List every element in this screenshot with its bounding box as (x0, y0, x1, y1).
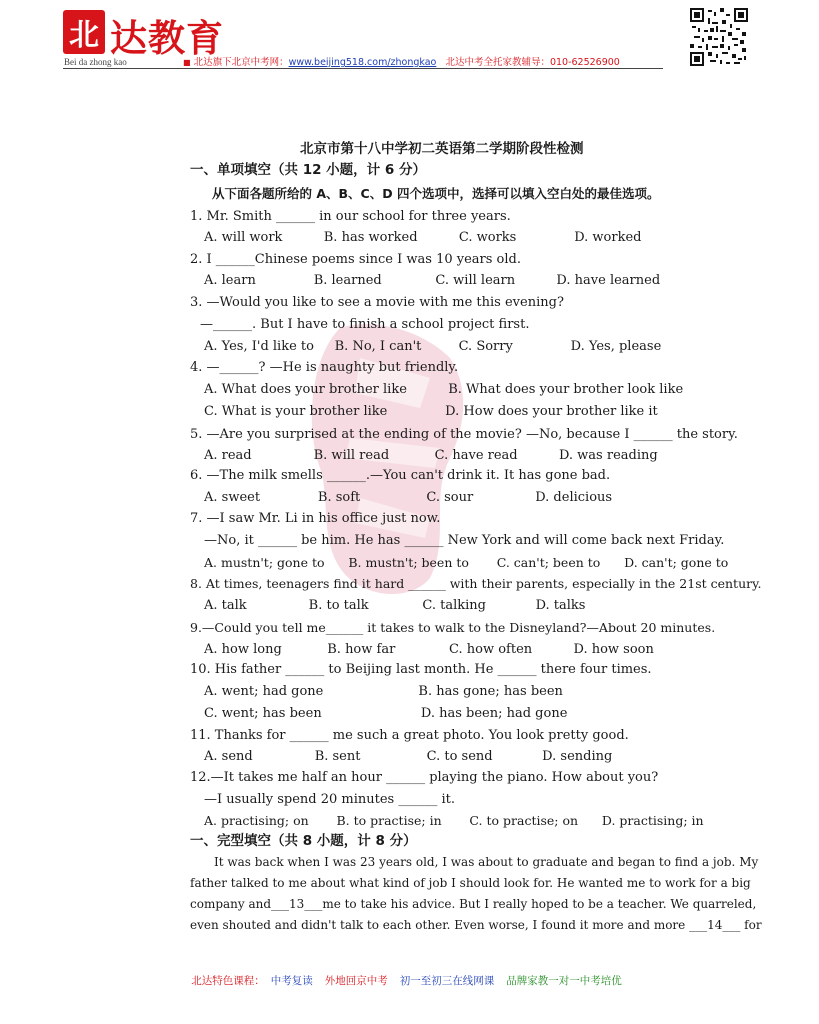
question-1: 1. Mr. Smith ______ in our school for three years. (190, 209, 511, 224)
options-12: A. practising; on B. to practise; in C. to practise; on D. practising; in (204, 813, 704, 828)
footer-course-1[interactable]: 中考复读 (270, 975, 313, 987)
passage-line: It was back when I was 23 years old, I was about to graduate and began to find a job. My (214, 855, 759, 869)
page-footer (0, 973, 819, 988)
options-11: A. send B. sent C. to send D. sending (204, 749, 613, 764)
section-heading-2: 一、完型填空（共 8 小题，计 8 分） (190, 833, 417, 849)
options-4b: C. What is your brother like D. How does your brother like it (204, 404, 658, 419)
question-10: 10. His father ______ to Beijing last month. He ______ there four times. (190, 662, 652, 677)
options-5: A. read B. will read C. have read D. was reading (204, 448, 658, 463)
logo-mark: 北 (63, 10, 105, 54)
options-7: A. mustn't; gone to B. mustn't; been to C. can't; been to D. can't; gone to (204, 555, 729, 570)
site-link[interactable]: www.beijing518.com/zhongkao (288, 57, 437, 68)
question-6: 6. —The milk smells ______.—You can't drink it. It has gone bad. (190, 468, 611, 483)
question-7-reply: —No, it ______ be him. He has ______ New York and will come back next Friday. (204, 533, 725, 548)
question-9: 9.—Could you tell me______ it takes to walk to the Disneyland?—About 20 minutes. (190, 620, 716, 635)
question-12-reply: —I usually spend 20 minutes ______ it. (204, 792, 456, 807)
logo-subtitle: Bei da zhong kao (64, 57, 127, 67)
passage-line: even shouted and didn't talk to each other. Even worse, I found it more and more ___14___ for (190, 918, 762, 932)
options-8: A. talk B. to talk C. talking D. talks (204, 598, 586, 613)
logo-text: 达教育 (110, 17, 224, 60)
passage-line: company and___13___me to take his advice. But I really hoped to be a teacher. We quarreled, (190, 897, 757, 911)
footer-course-4[interactable]: 品牌家教一对一中考培优 (506, 975, 622, 987)
options-3: A. Yes, I'd like to B. No, I can't C. Sorry D. Yes, please (204, 339, 662, 354)
section-heading-1: 一、单项填空（共 12 小题，计 6 分） (190, 162, 426, 178)
tagline-prefix: 北达旗下北京中考网： (193, 57, 289, 68)
options-1: A. will work B. has worked C. works D. worked (204, 230, 642, 245)
footer-course-2[interactable]: 外地回京中考 (324, 975, 388, 987)
options-10a: A. went; had gone B. has gone; has been (204, 684, 563, 699)
question-12: 12.—It takes me half an hour ______ playing the piano. How about you? (190, 770, 659, 785)
question-7: 7. —I saw Mr. Li in his office just now. (190, 511, 441, 526)
question-4: 4. —______? —He is naughty but friendly. (190, 360, 459, 375)
options-4a: A. What does your brother like B. What does your brother look like (204, 382, 684, 397)
bullet-icon: ■ (183, 58, 191, 67)
tagline-suffix: 北达中考全托家教辅导：010-62526900 (445, 57, 620, 68)
options-6: A. sweet B. soft C. sour D. delicious (204, 490, 613, 505)
options-2: A. learn B. learned C. will learn D. have learned (204, 273, 661, 288)
options-9: A. how long B. how far C. how often D. how soon (204, 642, 654, 657)
passage-line: father talked to me about what kind of job I should look for. He wanted me to work for a big (190, 876, 751, 890)
footer-label: 北达特色课程： (191, 975, 265, 987)
question-11: 11. Thanks for ______ me such a great photo. You look pretty good. (190, 728, 629, 743)
question-3-reply: —______. But I have to finish a school project first. (200, 317, 530, 332)
options-10b: C. went; has been D. has been; had gone (204, 706, 568, 721)
exam-title: 北京市第十八中学初二英语第二学期阶段性检测 (300, 141, 584, 157)
footer-course-3[interactable]: 初一至初三在线网课 (399, 975, 495, 987)
section-instruction: 从下面各题所给的 A、B、C、D 四个选项中，选择可以填入空白处的最佳选项。 (212, 186, 660, 201)
question-5: 5. —Are you surprised at the ending of the movie? —No, because I ______ the story. (190, 427, 738, 442)
question-2: 2. I ______Chinese poems since I was 10 years old. (190, 252, 521, 267)
question-8: 8. At times, teenagers find it hard ______ with their parents, especially in the 21st century. (190, 576, 762, 591)
question-3: 3. —Would you like to see a movie with me this evening? (190, 295, 564, 310)
